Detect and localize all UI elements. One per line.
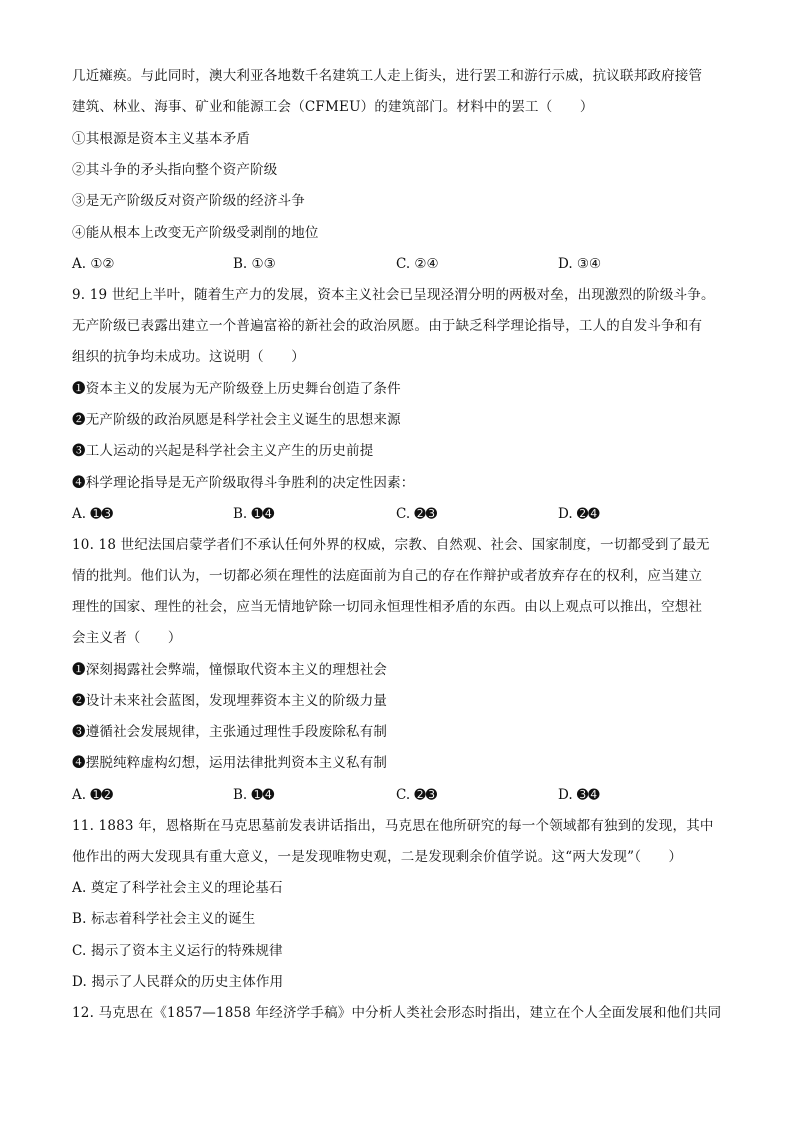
q11-text-line: 11. 1883 年，恩格斯在马克思墓前发表讲话指出，马克思在他所研究的每一个领域都有独到的发现，其中: [72, 818, 714, 834]
q10-statement: ➋设计未来社会蓝图，发现埋葬资本主义的阶级力量: [72, 693, 388, 709]
q11-option-a[interactable]: A. 奠定了科学社会主义的理论基石: [72, 880, 283, 896]
q8-statement: ②其斗争的矛头指向整个资产阶级: [72, 162, 278, 178]
q11-option-b[interactable]: B. 标志着科学社会主义的诞生: [72, 911, 256, 927]
q9-statement: ➊资本主义的发展为无产阶级登上历史舞台创造了条件: [72, 381, 401, 397]
q10-option-b[interactable]: B. ➊➍: [233, 787, 275, 803]
q10-text-line: 10. 18 世纪法国启蒙学者们不承认任何外界的权威，宗教、自然观、社会、国家制度，一切都受到了最无: [72, 537, 710, 553]
q8-option-b[interactable]: B. ①③: [233, 256, 276, 272]
q8-statement: ③是无产阶级反对资产阶级的经济斗争: [72, 193, 305, 209]
q10-text-line: 情的批判。他们认为，一切都必须在理性的法庭面前为自己的存在作辩护或者放弃存在的权利，应当建立: [72, 568, 703, 584]
q12-text-line: 12. 马克思在《1857—1858 年经济学手稿》中分析人类社会形态时指出，建立在个人全面发展和他们共同: [72, 1005, 722, 1021]
q10-text-line: 会主义者（ ）: [72, 630, 182, 646]
q9-text-line: 无产阶级已表露出建立一个普遍富裕的新社会的政治夙愿。由于缺乏科学理论指导，工人的自发斗争和有: [72, 318, 703, 334]
q8-statement: ④能从根本上改变无产阶级受剥削的地位: [72, 225, 319, 241]
q9-statement: ➍科学理论指导是无产阶级取得斗争胜利的决定性因素：: [72, 475, 415, 491]
q8-option-d[interactable]: D. ③④: [558, 256, 602, 272]
q8-text-line: 几近瘫痪。与此同时，澳大利亚各地数千名建筑工人走上街头，进行罢工和游行示威，抗议联邦政府接管: [72, 68, 703, 84]
q9-text-line: 组织的抗争均未成功。这说明（ ）: [72, 349, 305, 365]
q9-option-c[interactable]: C. ➋➌: [396, 506, 438, 522]
q8-statement: ①其根源是资本主义基本矛盾: [72, 131, 251, 147]
q10-option-a[interactable]: A. ➊➋: [72, 787, 113, 803]
q10-option-c[interactable]: C. ➋➌: [396, 787, 438, 803]
q9-statement: ➌工人运动的兴起是科学社会主义产生的历史前提: [72, 443, 374, 459]
q8-text-line: 建筑、林业、海事、矿业和能源工会（CFMEU）的建筑部门。材料中的罢工（ ）: [72, 99, 594, 115]
q9-option-d[interactable]: D. ➋➍: [558, 506, 600, 522]
q8-option-a[interactable]: A. ①②: [72, 256, 115, 272]
q9-option-a[interactable]: A. ➊➌: [72, 506, 113, 522]
q8-option-c[interactable]: C. ②④: [396, 256, 439, 272]
q10-option-d[interactable]: D. ➌➍: [558, 787, 600, 803]
q9-option-b[interactable]: B. ➊➍: [233, 506, 275, 522]
q10-text-line: 理性的国家、理性的社会，应当无情地铲除一切同永恒理性相矛盾的东西。由以上观点可以推出，空想社: [72, 599, 703, 615]
q11-option-c[interactable]: C. 揭示了资本主义运行的特殊规律: [72, 943, 283, 959]
q11-option-d[interactable]: D. 揭示了人民群众的历史主体作用: [72, 974, 284, 990]
q11-text-line: 他作出的两大发现具有重大意义，一是发现唯物史观，二是发现剩余价值学说。这“两大发现”（ ）: [72, 849, 683, 865]
q10-statement: ➊深刻揭露社会弊端，憧憬取代资本主义的理想社会: [72, 662, 388, 678]
q10-statement: ➍摆脱纯粹虚构幻想，运用法律批判资本主义私有制: [72, 755, 388, 771]
q9-statement: ➋无产阶级的政治夙愿是科学社会主义诞生的思想来源: [72, 412, 401, 428]
q10-statement: ➌遵循社会发展规律，主张通过理性手段废除私有制: [72, 724, 388, 740]
q9-text-line: 9. 19 世纪上半叶，随着生产力的发展，资本主义社会已呈现泾渭分明的两极对垒，出现激烈的阶级斗争。: [72, 287, 715, 303]
